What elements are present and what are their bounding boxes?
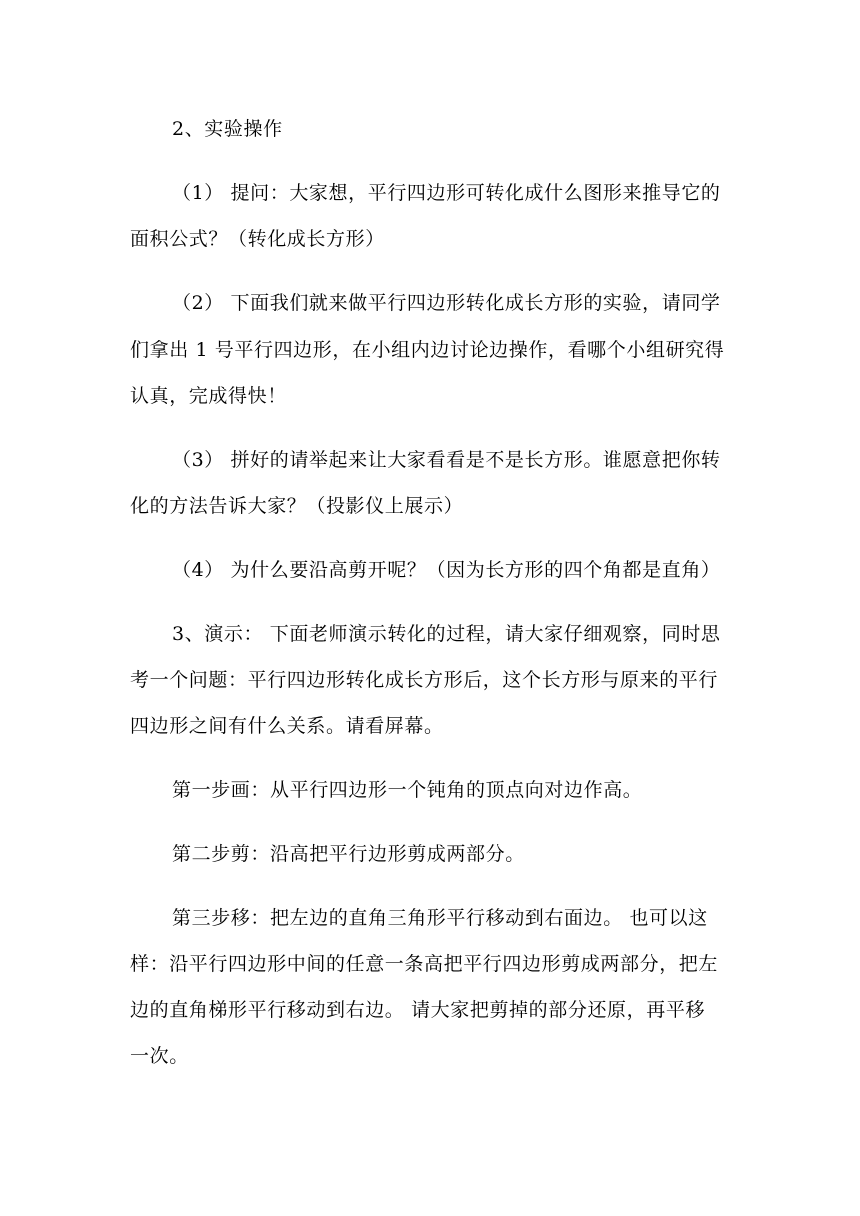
paragraph-line: （1） 提问：大家想，平行四边形可转化成什么图形来推导它的 xyxy=(172,182,721,204)
paragraph-line: 考一个问题：平行四边形转化成长方形后，这个长方形与原来的平行 xyxy=(130,669,719,691)
paragraph-line: 化的方法告诉大家？（投影仪上展示） xyxy=(130,495,464,517)
paragraph-line: 认真，完成得快！ xyxy=(130,385,287,407)
paragraph-line: 们拿出 1 号平行四边形，在小组内边讨论边操作，看哪个小组研究得 xyxy=(130,339,725,361)
step-three-line: 第三步移：把左边的直角三角形平行移动到右面边。 也可以这 xyxy=(172,907,708,929)
paragraph-line: 一次。 xyxy=(130,1045,189,1067)
paragraph-line: 样：沿平行四边形中间的任意一条高把平行四边形剪成两部分，把左 xyxy=(130,953,719,975)
step-two-line: 第二步剪：沿高把平行边形剪成两部分。 xyxy=(172,843,525,865)
paragraph-line: （2） 下面我们就来做平行四边形转化成长方形的实验，请同学 xyxy=(172,292,721,314)
paragraph-line: 边的直角梯形平行移动到右边。 请大家把剪掉的部分还原，再平移 xyxy=(130,999,706,1021)
paragraph-line: （3） 拼好的请举起来让大家看看是不是长方形。谁愿意把你转 xyxy=(172,449,721,471)
section-heading-demo: 3、演示： 下面老师演示转化的过程，请大家仔细观察，同时思 xyxy=(172,623,721,645)
paragraph-line: 四边形之间有什么关系。请看屏幕。 xyxy=(130,715,444,737)
paragraph-line: （4） 为什么要沿高剪开呢？（因为长方形的四个角都是直角） xyxy=(172,559,721,581)
step-one-line: 第一步画：从平行四边形一个钝角的顶点向对边作高。 xyxy=(172,779,643,801)
section-heading-experiment: 2、实验操作 xyxy=(172,118,283,140)
paragraph-line: 面积公式？（转化成长方形） xyxy=(130,228,385,250)
